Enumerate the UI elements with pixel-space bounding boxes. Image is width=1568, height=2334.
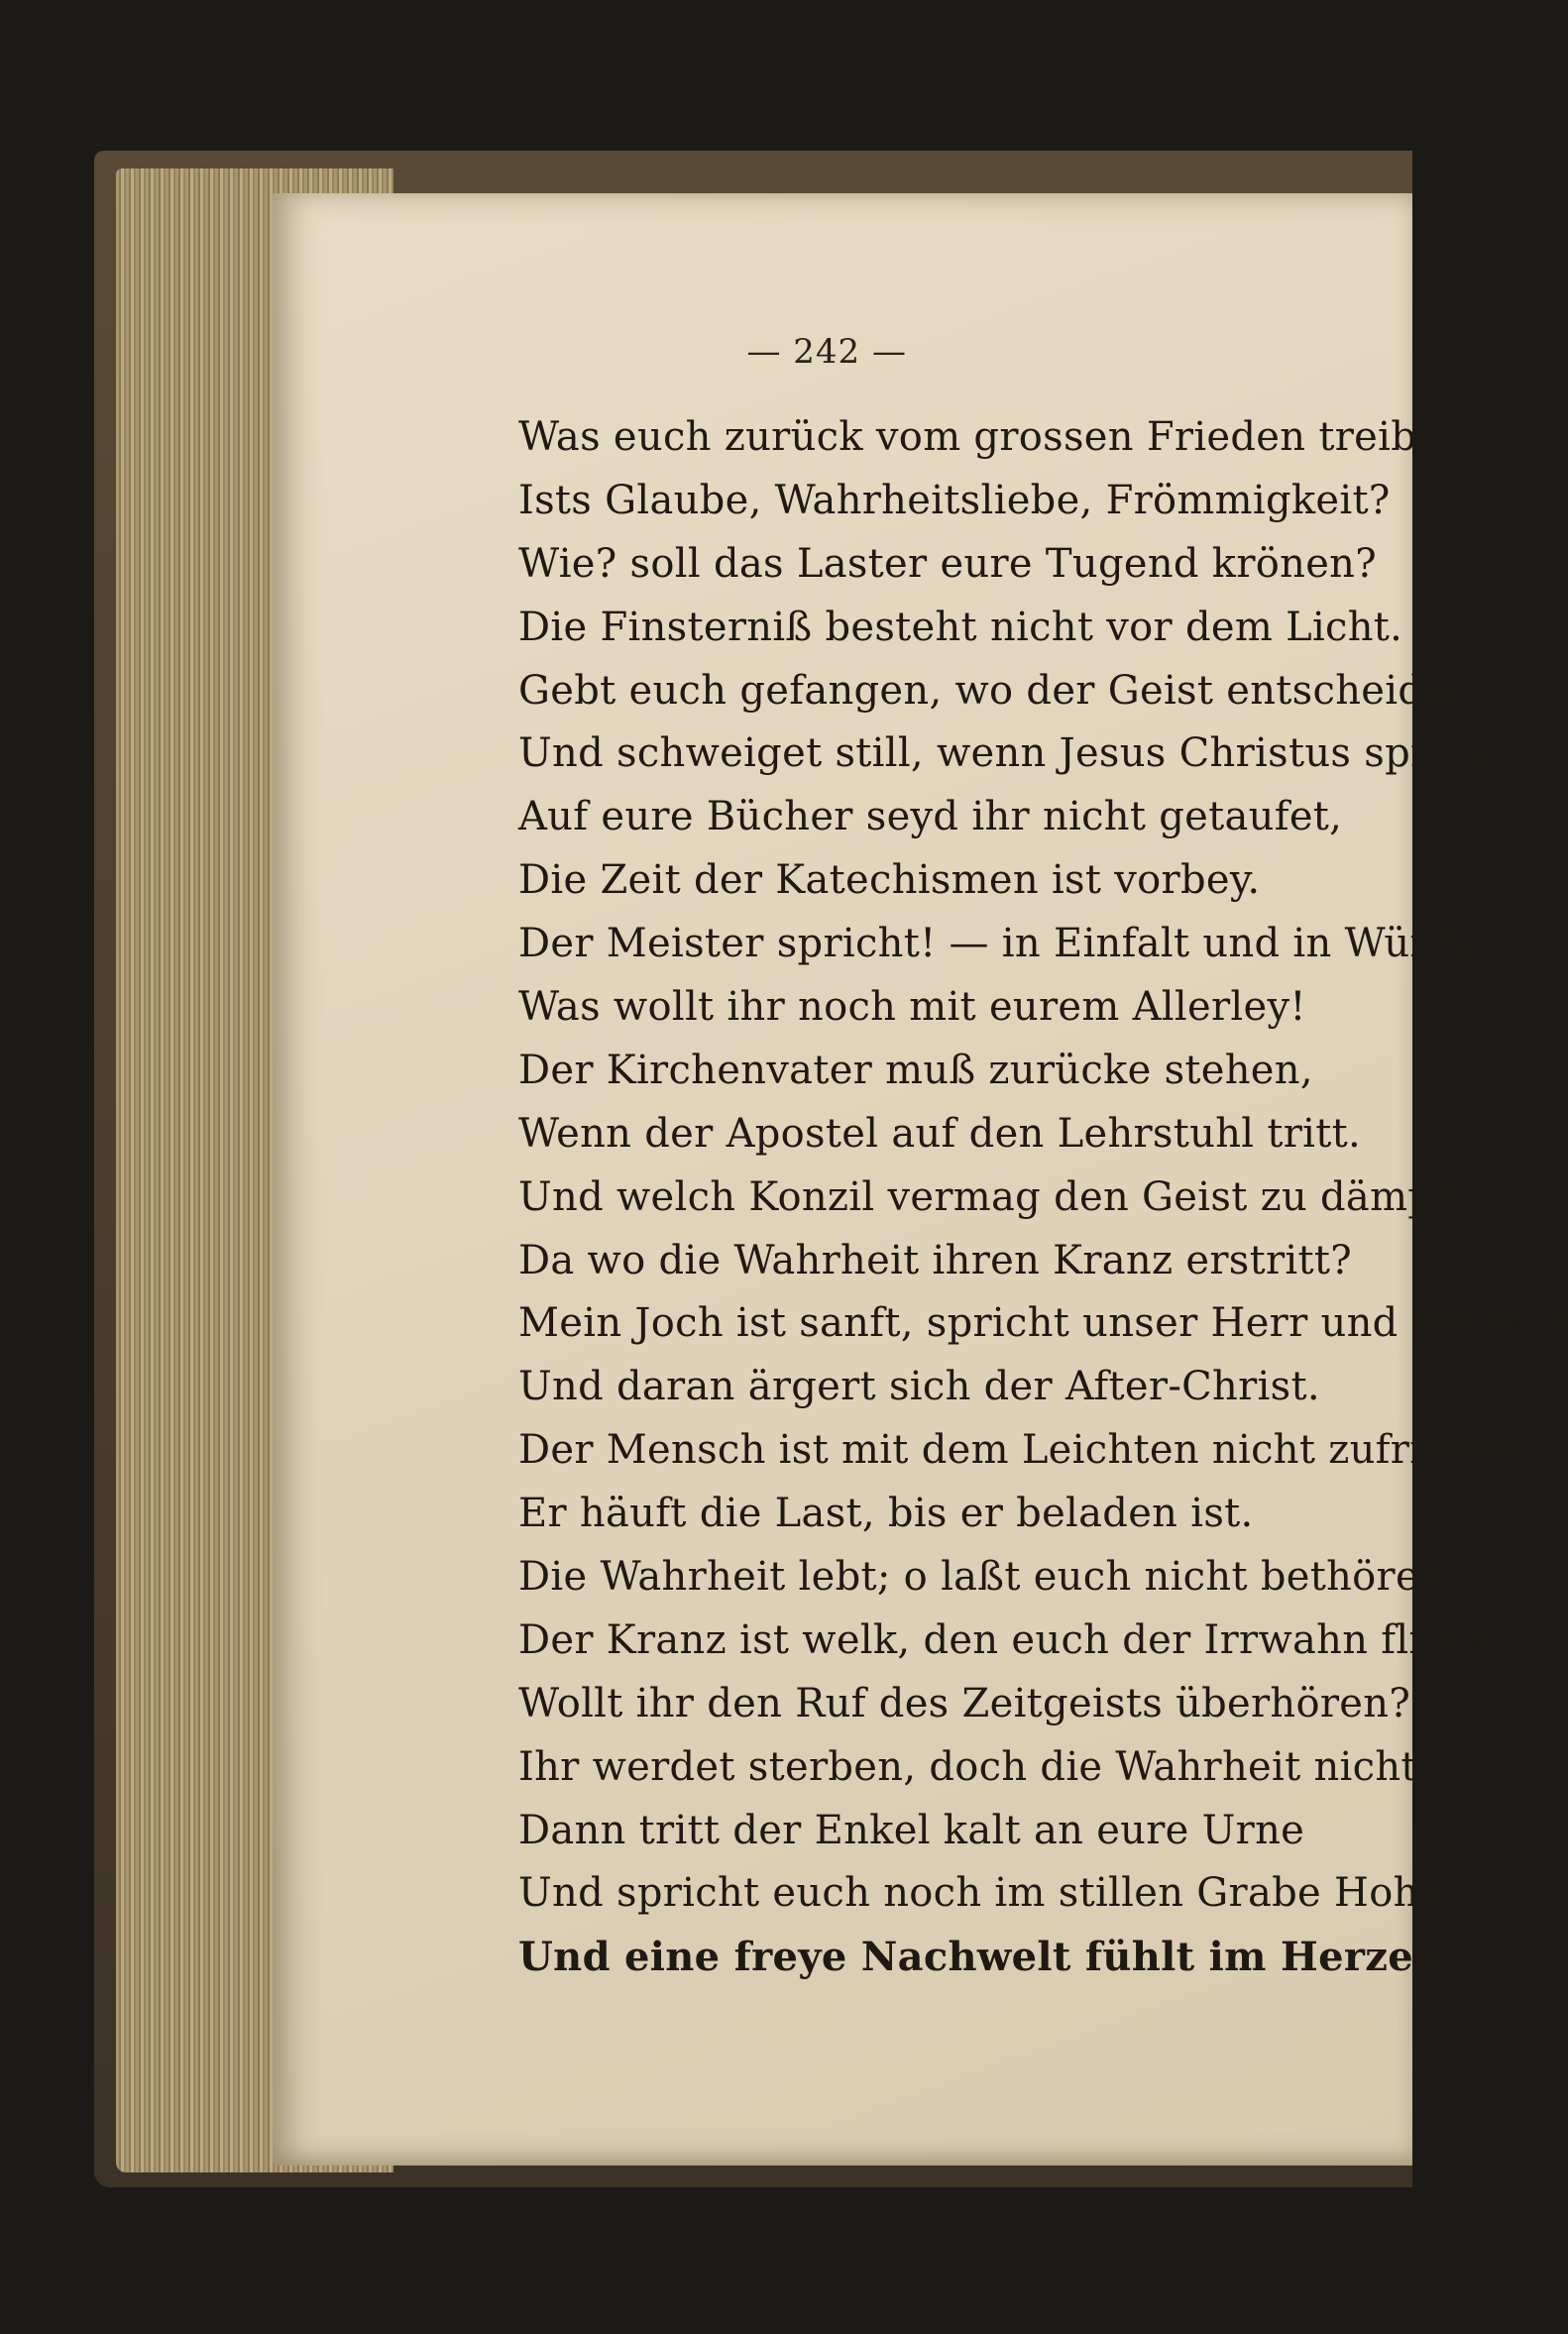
verse-line: Und welch Konzil vermag den Geist zu dämpfen,: [518, 1173, 1512, 1220]
verse-line: Der Meister spricht! — in Einfalt und in Würde.: [518, 921, 1492, 967]
page-number: — 242 —: [746, 332, 907, 372]
verse-line: Der Kranz ist welk, den euch der Irrwahn flicht.: [518, 1616, 1500, 1663]
verse-line: Die Wahrheit lebt; o laßt euch nicht bethören,: [518, 1554, 1458, 1601]
verse-line: Wie? soll das Laster eure Tugend krönen?: [518, 540, 1377, 587]
verse-line: Wollt ihr den Ruf des Zeitgeists überhören?: [518, 1680, 1411, 1726]
verse-line: Und eine freye Nachwelt fühlt im Herzen:: [518, 1934, 1458, 1981]
verse-line: Da wo die Wahrheit ihren Kranz erstritt?: [518, 1237, 1352, 1283]
verse-line: Dann tritt der Enkel kalt an eure Urne: [518, 1807, 1305, 1853]
verse-line: Und schweiget still, wenn Jesus Christus spricht.: [518, 730, 1520, 777]
verse-line: Der Kirchenvater muß zurücke stehen,: [518, 1047, 1313, 1093]
verse-line: Er häuft die Last, bis er beladen ist.: [518, 1491, 1254, 1537]
verse-line: Auf eure Bücher seyd ihr nicht getaufet,: [518, 794, 1343, 840]
verse-line: Die Zeit der Katechismen ist vorbey.: [518, 857, 1261, 904]
verse-line: Ihr werdet sterben, doch die Wahrheit nicht.: [518, 1743, 1430, 1790]
verse-line: Gebt euch gefangen, wo der Geist entscheidet: [518, 667, 1464, 714]
verse-line: Der Mensch ist mit dem Leichten nicht zufrieden,: [518, 1427, 1535, 1474]
verse-line: Mein Joch ist sanft, spricht unser Herr und Meister: [518, 1300, 1568, 1347]
verse-text: [273, 406, 1568, 1989]
verse-line: Was wollt ihr noch mit eurem Allerley!: [518, 984, 1306, 1031]
book-page: [273, 193, 1568, 2166]
verse-line: Wenn der Apostel auf den Lehrstuhl tritt.: [518, 1110, 1362, 1157]
verse-line: Und daran ärgert sich der After-Christ.: [518, 1364, 1320, 1410]
book: [94, 139, 1568, 2180]
verse-line: Und spricht euch noch im stillen Grabe Hohn.: [518, 1870, 1458, 1917]
verse-line: Was euch zurück vom grossen Frieden treibet?: [518, 414, 1479, 460]
verse-line: Ists Glaube, Wahrheitsliebe, Frömmigkeit?: [518, 477, 1391, 523]
verse-line: Die Finsterniß besteht nicht vor dem Licht.: [518, 604, 1403, 650]
